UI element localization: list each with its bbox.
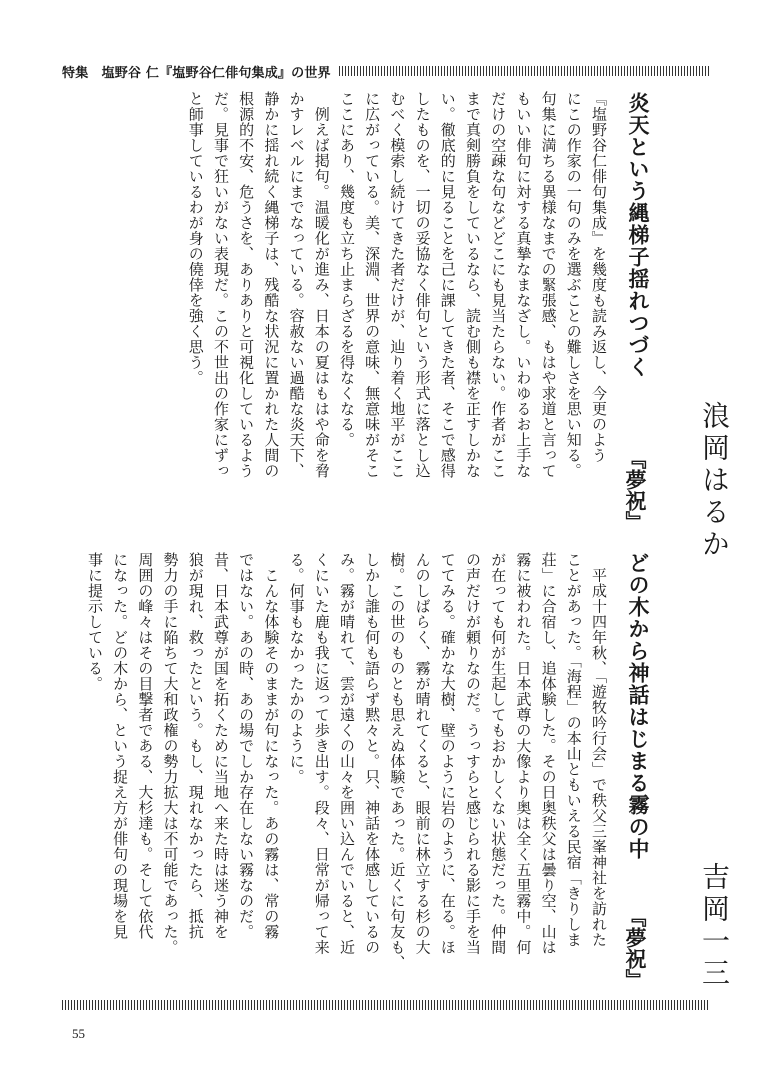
essay-2-author: 吉岡一三: [698, 862, 731, 990]
essay-2-line: しかし誰も何も語らず黙々と。只、神話を体感しているの: [363, 552, 382, 955]
essay-1-line: かすレベルにまでなっている。容赦ない過酷な炎天下、: [287, 91, 306, 479]
header-rule: [339, 66, 710, 76]
essay-2-line: 狼が現れ、救ったという。もし、現れなかったら、抵抗: [186, 552, 205, 940]
essay-1-line: だけの空疎な句などどこにも見当たらない。作者がここ: [489, 91, 508, 479]
essay-2-line: が在っても何が生起してもおかしくない状態だった。仲間: [489, 552, 508, 955]
essay-2-line: になった。どの木から、という捉え方が俳句の現場を見: [111, 552, 130, 940]
essay-1-author: 浪岡はるか: [698, 401, 731, 561]
essay-2-line: ててみる。確かな大樹、壁のように岩のように、在る。ほ: [438, 552, 457, 955]
essay-1-line: に広がっている。美、深淵、世界の意味、無意味がそこ: [363, 91, 382, 479]
essay-1-line: したものを、一切の妥協なく俳句という形式に落とし込: [413, 91, 432, 479]
essay-1-line: 例えば掲句。温暖化が進み、日本の夏はもはや命を脅: [312, 91, 331, 479]
essay-1-source: 『夢祝』: [623, 448, 648, 532]
essay-1-line: ここにあり、幾度も立ち止まらざるを得なくなる。: [337, 91, 356, 448]
footer-rule: [62, 1000, 710, 1010]
essay-2-line: 事に提示している。: [85, 552, 104, 692]
essay-1-line: い。徹底的に見ることを己に課してきた者、そこで感得: [438, 91, 457, 479]
essay-1-line: もいい俳句に対する真摯なまなざし。いわゆるお上手な: [514, 91, 533, 479]
essay-2-line: 周囲の峰々はその目撃者である、大杉達も。そして依代: [136, 552, 155, 940]
essay-1-body: [183, 91, 611, 479]
essay-2-source: 『夢祝』: [623, 906, 648, 990]
essay-2-line: み。霧が晴れて、雲が遠くの山々を囲い込んでいると、近: [337, 552, 356, 955]
essay-2-line: 勢力の手に陥ちて大和政権の勢力拡大は不可能であった。: [161, 552, 180, 955]
essay-1-line: にこの作家の一句のみを選ぶことの難しさを思い知る。: [564, 91, 583, 479]
essay-2-haiku: どの木から神話はじまる霧の中: [626, 552, 651, 860]
essay-2-line: の声だけが頼りなのだ。うっすらと感じられる影に手を当: [463, 552, 482, 955]
essay-2-body: [82, 552, 611, 971]
essay-2-line: 荘」に合宿し、追体験した。その日奥秩父は曇り空、山は: [539, 552, 558, 955]
essay-2-line: こんな体験そのままが句になった。あの霧は、常の霧: [262, 552, 281, 940]
essay-1-line: 『塩野谷仁俳句集成』を幾度も読み返し、今更のよう: [590, 91, 608, 463]
essay-1-line: 根源的不安、危うさを、ありありと可視化しているよう: [237, 91, 256, 479]
running-header: [62, 61, 710, 81]
essay-2-line: る。何事もなかったかのように。: [287, 552, 306, 785]
essay-2-line: 平成十四年秋、「遊牧吟行会」で秩父三峯神社を訪れた: [590, 552, 608, 948]
essay-1-line: と師事しているわが身の僥倖を強く思う。: [186, 91, 205, 386]
essay-1-line: だ。見事で狂いがない表現だ。この不世出の作家にずっ: [211, 91, 230, 479]
essay-1-line: 静かに揺れ続く縄梯子は、残酷な状況に置かれた人間の: [262, 91, 281, 479]
essay-2-line: ではない。あの時、あの場でしか存在しない霧なのだ。: [237, 552, 256, 940]
essay-2-line: くにいた鹿も我に返って歩き出す。段々、日常が帰って来: [312, 552, 331, 955]
essay-2-line: 樹。この世のものとも思えぬ体験であった。近くに句友も、: [388, 552, 407, 971]
essay-2-line: 昔、日本武尊が国を拓くために当地へ来た時は迷う神を: [211, 552, 230, 940]
essay-2-line: 霧に被われた。日本武尊の大像より奥は全く五里霧中。何: [514, 552, 533, 955]
essay-1-line: まで真剣勝負をしているなら、読む側も襟を正すしかな: [463, 91, 482, 479]
page-number: 55: [72, 1026, 85, 1041]
essay-2-line: んのしばらく、霧が晴れてくると、眼前に林立する杉の大: [413, 552, 432, 955]
essay-1-haiku: 炎天という縄梯子揺れつづく: [626, 92, 651, 378]
essay-1-line: むべく模索し続けてきた者だけが、辿り着く地平がここ: [388, 91, 407, 479]
essay-1-line: 句集に満ちる異様なまでの緊張感、もはや求道と言って: [539, 91, 558, 479]
essay-2-line: ことがあった。「海程」の本山ともいえる民宿「きりしま: [564, 552, 583, 948]
header-title: 特集 塩野谷 仁『塩野谷仁俳句集成』の世界: [62, 65, 331, 81]
